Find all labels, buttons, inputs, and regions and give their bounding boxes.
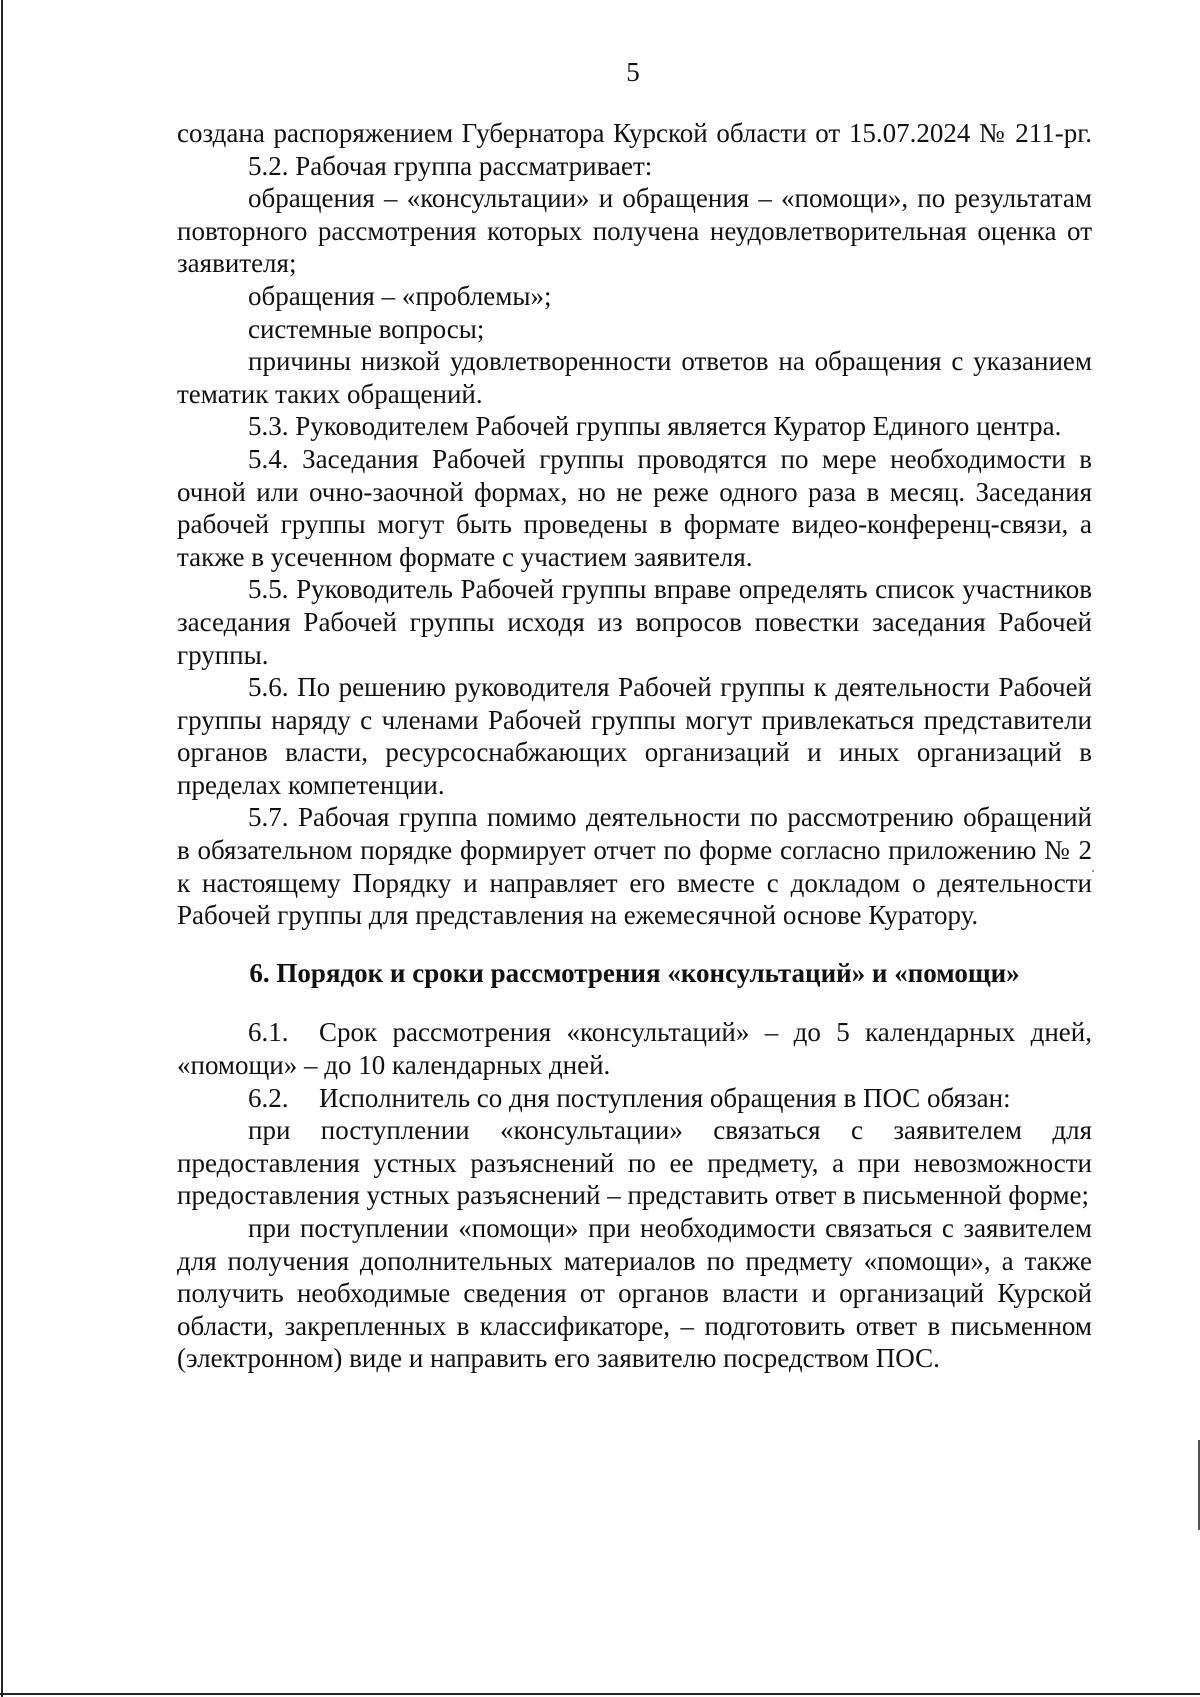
paragraph-5-2-d: причины низкой удовлетворенности ответов на обращения с указанием тематик таких обращений. [177,346,1092,409]
paragraph-5-2-a: обращения – «консультации» и обращения – «помощи», по результатам повторного рассмотрения которых получена неудовлетворительная оценка от заявителя; [177,183,1092,279]
paragraph-number: 6.2. [248,1082,289,1113]
paragraph-5-6: 5.6. По решению руководителя Рабочей группы к деятельности Рабочей группы наряду с членами Рабочей группы могут привлекаться представители органов власти, ресурсоснабжающих организаций и иных организаций в пределах компетенции. [177,672,1092,800]
intro-text: создана распоряжением Губернатора Курской области от 15.07.2024 № 211-рг. [177,118,1092,148]
scan-edge-left [1,0,3,1697]
paragraph-text: Исполнитель со дня поступления обращения в ПОС обязан: [319,1082,1011,1113]
paragraph-6-2-b: при поступлении «помощи» при необходимости связаться с заявителем для получения дополнительных материалов по предмету «помощи», а также получить необходимые сведения от органов власти и организаций Курской области, закрепленных в классификаторе, – подготовить ответ в письменном (электронном) виде и направить его заявителю посредством ПОС. [177,1213,1092,1374]
scan-edge-bottom [0,1693,1200,1695]
paragraph-text: Срок рассмотрения «консультаций» – до 5 календарных дней, «помощи» – до 10 календарных дней. [177,1017,1092,1081]
paragraph-5-2: 5.2. Рабочая группа рассматривает: [248,150,653,181]
paragraph-intro-line1 [177,117,1092,150]
section-heading-6: 6. Порядок и сроки рассмотрения «консультаций» и «помощи» [249,957,1020,988]
paragraph-5-2-b: обращения – «проблемы»; [248,280,552,311]
paragraph-5-7: 5.7. Рабочая группа помимо деятельности по рассмотрению обращений в обязательном порядке формирует отчет по форме согласно приложению № 2 к настоящему Порядку и направляет его вместе с докладом о деятельности Рабочей группы для представления на ежемесячной основе Куратору. [177,802,1092,931]
paragraph-5-2-c: системные вопросы; [248,313,485,344]
paragraph-6-1 [177,1016,1092,1081]
paragraph-6-2-a: при поступлении «консультации» связаться с заявителем для предоставления устных разъяснений по ее предмету, а при невозможности предоставления устных разъяснений – представить ответ в письменной форме; [177,1115,1092,1211]
document-body [177,117,1092,1375]
paragraph-5-5: 5.5. Руководитель Рабочей группы вправе определять список участников заседания Рабочей группы исходя из вопросов повестки заседания Рабочей группы. [177,574,1092,670]
scan-speck [1092,870,1094,872]
paragraph-6-2 [177,1082,1092,1115]
paragraph-5-4: 5.4. Заседания Рабочей группы проводятся по мере необходимости в очной или очно-заочной формах, но не реже одного раза в месяц. Заседания рабочей группы могут быть проведены в формате видео-конференц-связи, а также в усеченном формате с участием заявителя. [177,443,1092,572]
paragraph-5-3: 5.3. Руководителем Рабочей группы является Куратор Единого центра. [248,411,1062,442]
page-number: 5 [626,57,640,87]
paragraph-number: 6.1. [248,1017,289,1048]
